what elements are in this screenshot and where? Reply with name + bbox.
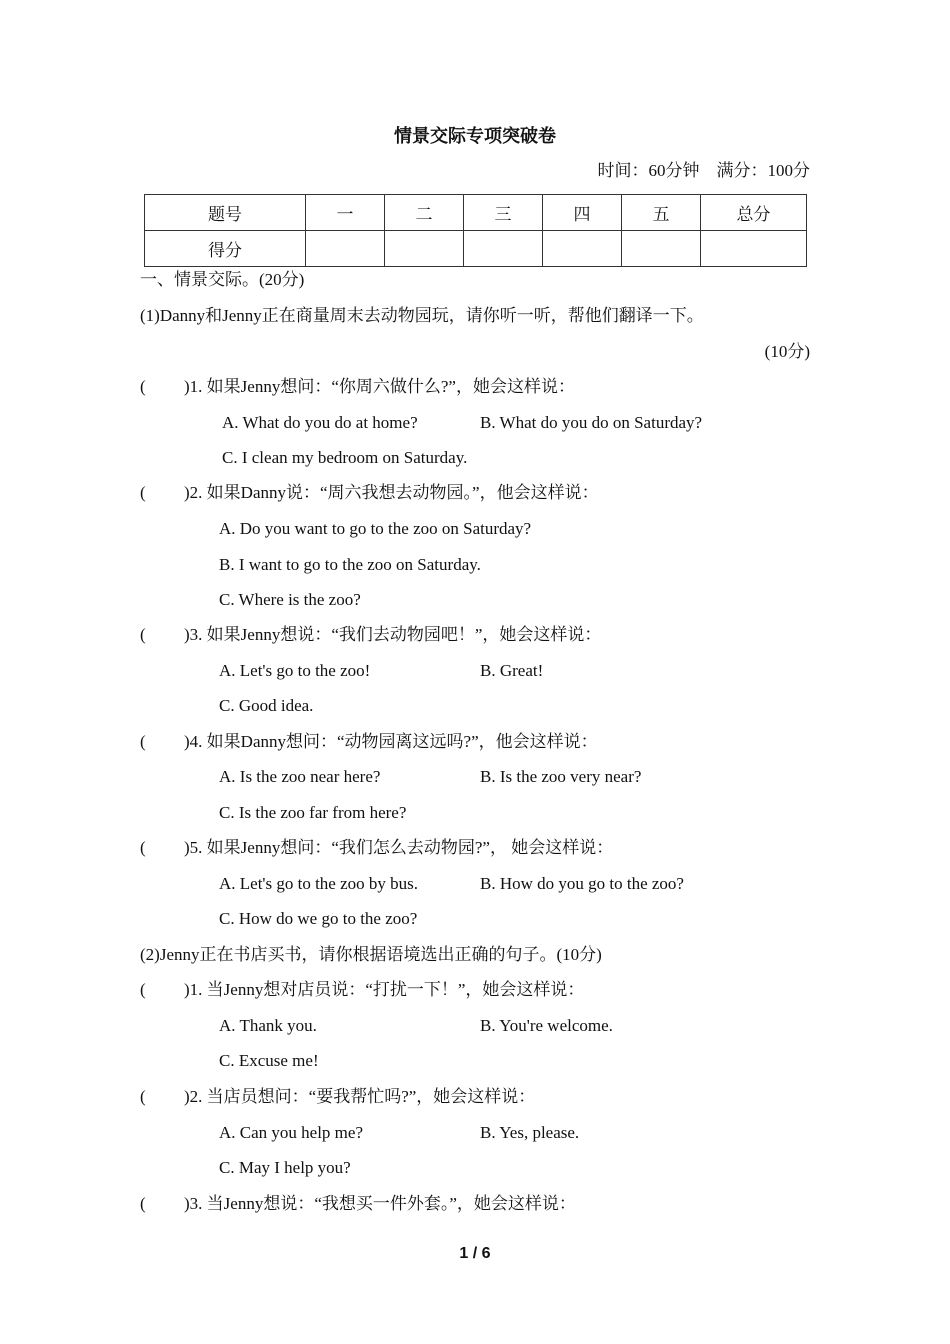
time-score-info: 时间：60分钟 满分：100分 <box>597 161 810 180</box>
score-header-cell: 一 <box>306 195 385 231</box>
answer-blank[interactable]: ( <box>140 838 146 857</box>
question-stem: )3. 当Jenny想说：“我想买一件外套。”，她会这样说： <box>184 1194 576 1213</box>
option-c: C. Where is the zoo? <box>219 590 361 609</box>
question-p1-q5 <box>140 837 613 859</box>
score-header-cell: 四 <box>543 195 622 231</box>
score-input-cell[interactable] <box>385 231 464 267</box>
score-table <box>144 194 807 267</box>
option-c: C. Good idea. <box>219 696 314 715</box>
answer-blank[interactable]: ( <box>140 1194 146 1213</box>
question-p1-q1 <box>140 376 575 398</box>
option-c: C. How do we go to the zoo? <box>219 909 418 928</box>
answer-blank[interactable]: ( <box>140 732 146 751</box>
question-p1-q2 <box>140 482 599 504</box>
question-stem: )1. 如果Jenny想问：“你周六做什么?”，她会这样说： <box>184 377 575 396</box>
question-p2-q2 <box>140 1086 535 1108</box>
score-row-label: 得分 <box>145 231 306 267</box>
score-header-cell: 五 <box>622 195 701 231</box>
score-input-cell[interactable] <box>543 231 622 267</box>
score-table-header-row <box>145 195 807 231</box>
question-stem: )5. 如果Jenny想问：“我们怎么去动物园?”， 她会这样说： <box>184 838 614 857</box>
question-p2-q1 <box>140 979 584 1001</box>
option-a: A. Let's go to the zoo by bus. <box>219 874 419 893</box>
option-a: A. Is the zoo near here? <box>219 767 381 786</box>
question-stem: )3. 如果Jenny想说：“我们去动物园吧！”，她会这样说： <box>184 625 602 644</box>
question-p1-q3 <box>140 624 601 646</box>
option-b: B. Great! <box>480 661 544 680</box>
answer-blank[interactable]: ( <box>140 625 146 644</box>
option-a: A. Do you want to go to the zoo on Saturday? <box>219 519 532 538</box>
option-c: C. May I help you? <box>219 1158 351 1177</box>
answer-blank[interactable]: ( <box>140 1087 146 1106</box>
score-header-cell: 总分 <box>701 195 807 231</box>
answer-blank[interactable]: ( <box>140 980 146 999</box>
question-stem: )2. 当店员想问：“要我帮忙吗?”，她会这样说： <box>184 1087 536 1106</box>
section-heading: 一、情景交际。(20分) <box>140 270 305 289</box>
answer-blank[interactable]: ( <box>140 483 146 502</box>
option-c: C. I clean my bedroom on Saturday. <box>222 448 468 467</box>
question-p1-q4 <box>140 731 598 753</box>
score-input-cell[interactable] <box>701 231 807 267</box>
score-input-cell[interactable] <box>464 231 543 267</box>
option-c: C. Is the zoo far from here? <box>219 803 407 822</box>
score-header-cell: 二 <box>385 195 464 231</box>
score-input-cell[interactable] <box>306 231 385 267</box>
option-a: A. What do you do at home? <box>222 413 418 432</box>
option-b: B. You're welcome. <box>480 1016 613 1035</box>
score-header-cell: 题号 <box>145 195 306 231</box>
option-b: B. I want to go to the zoo on Saturday. <box>219 555 481 574</box>
option-a: A. Can you help me? <box>219 1123 363 1142</box>
part2-intro: (2)Jenny正在书店买书，请你根据语境选出正确的句子。(10分) <box>140 945 602 964</box>
score-header-cell: 三 <box>464 195 543 231</box>
option-a: A. Thank you. <box>219 1016 317 1035</box>
page-title: 情景交际专项突破卷 <box>394 126 556 146</box>
question-p2-q3 <box>140 1193 576 1215</box>
option-b: B. What do you do on Saturday? <box>480 413 703 432</box>
part1-intro: (1)Danny和Jenny正在商量周末去动物园玩，请你听一听，帮他们翻译一下。 <box>140 306 704 325</box>
question-stem: )2. 如果Danny说：“周六我想去动物园。”，他会这样说： <box>184 483 599 502</box>
option-b: B. Yes, please. <box>480 1123 580 1142</box>
option-a: A. Let's go to the zoo! <box>219 661 371 680</box>
option-b: B. Is the zoo very near? <box>480 767 642 786</box>
answer-blank[interactable]: ( <box>140 377 146 396</box>
question-stem: )1. 当Jenny想对店员说：“打扰一下！”，她会这样说： <box>184 980 585 999</box>
part1-points: (10分) <box>764 342 810 361</box>
option-c: C. Excuse me! <box>219 1051 319 1070</box>
page-indicator: 1 / 6 <box>459 1245 491 1262</box>
score-input-cell[interactable] <box>622 231 701 267</box>
option-b: B. How do you go to the zoo? <box>480 874 684 893</box>
score-table-score-row <box>145 231 807 267</box>
question-stem: )4. 如果Danny想问：“动物园离这远吗?”，他会这样说： <box>184 732 598 751</box>
